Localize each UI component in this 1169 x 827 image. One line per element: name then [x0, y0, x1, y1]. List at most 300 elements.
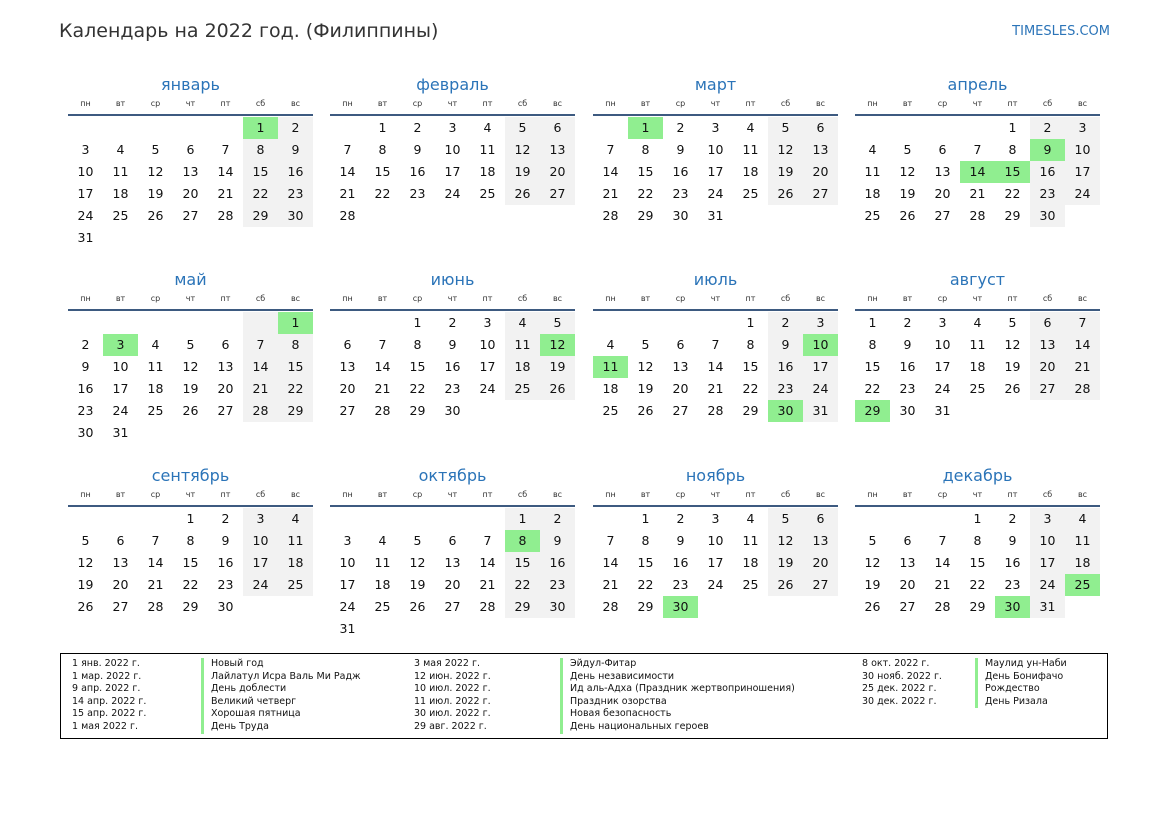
day-cell[interactable]: 5 — [1008, 315, 1017, 330]
day-cell[interactable]: 22 — [969, 577, 986, 592]
day-cell[interactable]: 22 — [637, 577, 654, 592]
day-cell[interactable]: 18 — [742, 555, 759, 570]
day-cell[interactable]: 4 — [116, 142, 125, 157]
holiday-day-cell[interactable]: 1 — [278, 312, 313, 334]
day-cell[interactable]: 23 — [672, 577, 689, 592]
day-cell[interactable]: 23 — [278, 183, 313, 205]
day-cell[interactable]: 3 — [483, 315, 492, 330]
day-cell[interactable]: 20 — [182, 186, 199, 201]
day-cell[interactable]: 5 — [768, 117, 803, 139]
day-cell[interactable]: 31 — [803, 400, 838, 422]
day-cell[interactable]: 25 — [864, 208, 881, 223]
day-cell[interactable]: 27 — [217, 403, 234, 418]
day-cell[interactable]: 9 — [768, 334, 803, 356]
day-cell[interactable]: 7 — [973, 142, 982, 157]
day-cell[interactable]: 13 — [112, 555, 129, 570]
day-cell[interactable]: 21 — [479, 577, 496, 592]
day-cell[interactable]: 9 — [221, 533, 230, 548]
day-cell[interactable]: 30 — [217, 599, 234, 614]
day-cell[interactable]: 3 — [343, 533, 352, 548]
day-cell[interactable]: 15 — [278, 356, 313, 378]
day-cell[interactable]: 9 — [676, 142, 685, 157]
day-cell[interactable]: 10 — [77, 164, 94, 179]
day-cell[interactable]: 29 — [505, 596, 540, 618]
day-cell[interactable]: 15 — [182, 555, 199, 570]
day-cell[interactable]: 1 — [1008, 120, 1017, 135]
day-cell[interactable]: 1 — [868, 315, 877, 330]
day-cell[interactable]: 22 — [182, 577, 199, 592]
day-cell[interactable]: 6 — [221, 337, 230, 352]
day-cell[interactable]: 2 — [676, 511, 685, 526]
day-cell[interactable]: 7 — [343, 142, 352, 157]
day-cell[interactable]: 22 — [505, 574, 540, 596]
day-cell[interactable]: 24 — [112, 403, 129, 418]
day-cell[interactable]: 7 — [1065, 312, 1100, 334]
day-cell[interactable]: 8 — [1008, 142, 1017, 157]
day-cell[interactable]: 31 — [1030, 596, 1065, 618]
day-cell[interactable]: 22 — [374, 186, 391, 201]
day-cell[interactable]: 21 — [339, 186, 356, 201]
day-cell[interactable]: 16 — [278, 161, 313, 183]
day-cell[interactable]: 23 — [77, 403, 94, 418]
day-cell[interactable]: 18 — [742, 164, 759, 179]
day-cell[interactable]: 27 — [803, 574, 838, 596]
holiday-day-cell[interactable]: 30 — [768, 400, 803, 422]
day-cell[interactable]: 8 — [868, 337, 877, 352]
day-cell[interactable]: 31 — [77, 230, 94, 245]
day-cell[interactable]: 5 — [540, 312, 575, 334]
day-cell[interactable]: 23 — [540, 574, 575, 596]
day-cell[interactable]: 24 — [707, 577, 724, 592]
day-cell[interactable]: 28 — [969, 208, 986, 223]
day-cell[interactable]: 4 — [378, 533, 387, 548]
day-cell[interactable]: 8 — [973, 533, 982, 548]
day-cell[interactable]: 3 — [243, 508, 278, 530]
day-cell[interactable]: 10 — [243, 530, 278, 552]
day-cell[interactable]: 13 — [339, 359, 356, 374]
day-cell[interactable]: 15 — [637, 555, 654, 570]
day-cell[interactable]: 10 — [1030, 530, 1065, 552]
day-cell[interactable]: 30 — [444, 403, 461, 418]
day-cell[interactable]: 13 — [934, 164, 951, 179]
day-cell[interactable]: 14 — [339, 164, 356, 179]
day-cell[interactable]: 12 — [637, 359, 654, 374]
day-cell[interactable]: 20 — [803, 552, 838, 574]
day-cell[interactable]: 28 — [602, 599, 619, 614]
day-cell[interactable]: 15 — [505, 552, 540, 574]
day-cell[interactable]: 12 — [768, 530, 803, 552]
day-cell[interactable]: 31 — [707, 208, 724, 223]
day-cell[interactable]: 11 — [374, 555, 391, 570]
day-cell[interactable]: 26 — [1004, 381, 1021, 396]
day-cell[interactable]: 4 — [1065, 508, 1100, 530]
day-cell[interactable]: 26 — [637, 403, 654, 418]
day-cell[interactable]: 25 — [969, 381, 986, 396]
day-cell[interactable]: 21 — [969, 186, 986, 201]
day-cell[interactable]: 22 — [864, 381, 881, 396]
day-cell[interactable]: 28 — [1065, 378, 1100, 400]
day-cell[interactable]: 5 — [413, 533, 422, 548]
day-cell[interactable]: 13 — [540, 139, 575, 161]
day-cell[interactable]: 24 — [444, 186, 461, 201]
holiday-day-cell[interactable]: 9 — [1030, 139, 1065, 161]
day-cell[interactable]: 29 — [409, 403, 426, 418]
day-cell[interactable]: 11 — [278, 530, 313, 552]
day-cell[interactable]: 21 — [707, 381, 724, 396]
day-cell[interactable]: 11 — [1065, 530, 1100, 552]
day-cell[interactable]: 18 — [505, 356, 540, 378]
day-cell[interactable]: 16 — [768, 356, 803, 378]
day-cell[interactable]: 24 — [707, 186, 724, 201]
day-cell[interactable]: 23 — [1030, 183, 1065, 205]
day-cell[interactable]: 9 — [278, 139, 313, 161]
day-cell[interactable]: 14 — [602, 164, 619, 179]
day-cell[interactable]: 19 — [768, 552, 803, 574]
day-cell[interactable]: 7 — [606, 533, 615, 548]
day-cell[interactable]: 15 — [969, 555, 986, 570]
day-cell[interactable]: 5 — [641, 337, 650, 352]
day-cell[interactable]: 29 — [182, 599, 199, 614]
day-cell[interactable]: 21 — [217, 186, 234, 201]
day-cell[interactable]: 28 — [707, 403, 724, 418]
day-cell[interactable]: 1 — [505, 508, 540, 530]
holiday-day-cell[interactable]: 29 — [855, 400, 890, 422]
day-cell[interactable]: 11 — [112, 164, 129, 179]
day-cell[interactable]: 26 — [77, 599, 94, 614]
day-cell[interactable]: 20 — [803, 161, 838, 183]
day-cell[interactable]: 27 — [182, 208, 199, 223]
day-cell[interactable]: 5 — [768, 508, 803, 530]
day-cell[interactable]: 22 — [1004, 186, 1021, 201]
day-cell[interactable]: 25 — [278, 574, 313, 596]
day-cell[interactable]: 16 — [540, 552, 575, 574]
day-cell[interactable]: 3 — [1065, 117, 1100, 139]
day-cell[interactable]: 16 — [444, 359, 461, 374]
day-cell[interactable]: 20 — [112, 577, 129, 592]
day-cell[interactable]: 6 — [1030, 312, 1065, 334]
day-cell[interactable]: 19 — [77, 577, 94, 592]
day-cell[interactable]: 11 — [505, 334, 540, 356]
day-cell[interactable]: 27 — [899, 599, 916, 614]
day-cell[interactable]: 2 — [221, 511, 230, 526]
holiday-day-cell[interactable]: 11 — [593, 356, 628, 378]
holiday-day-cell[interactable]: 12 — [540, 334, 575, 356]
day-cell[interactable]: 17 — [1065, 161, 1100, 183]
day-cell[interactable]: 8 — [641, 142, 650, 157]
day-cell[interactable]: 12 — [864, 555, 881, 570]
day-cell[interactable]: 25 — [479, 186, 496, 201]
day-cell[interactable]: 15 — [409, 359, 426, 374]
day-cell[interactable]: 17 — [1030, 552, 1065, 574]
day-cell[interactable]: 2 — [278, 117, 313, 139]
day-cell[interactable]: 13 — [217, 359, 234, 374]
day-cell[interactable]: 16 — [1030, 161, 1065, 183]
day-cell[interactable]: 7 — [711, 337, 720, 352]
holiday-day-cell[interactable]: 1 — [243, 117, 278, 139]
day-cell[interactable]: 2 — [903, 315, 912, 330]
day-cell[interactable]: 12 — [1004, 337, 1021, 352]
day-cell[interactable]: 13 — [899, 555, 916, 570]
day-cell[interactable]: 13 — [444, 555, 461, 570]
day-cell[interactable]: 8 — [278, 334, 313, 356]
day-cell[interactable]: 17 — [803, 356, 838, 378]
day-cell[interactable]: 7 — [243, 334, 278, 356]
day-cell[interactable]: 4 — [505, 312, 540, 334]
day-cell[interactable]: 30 — [278, 205, 313, 227]
day-cell[interactable]: 2 — [1030, 117, 1065, 139]
day-cell[interactable]: 3 — [803, 312, 838, 334]
day-cell[interactable]: 17 — [112, 381, 129, 396]
holiday-day-cell[interactable]: 10 — [803, 334, 838, 356]
day-cell[interactable]: 12 — [77, 555, 94, 570]
day-cell[interactable]: 30 — [1030, 205, 1065, 227]
day-cell[interactable]: 17 — [707, 164, 724, 179]
day-cell[interactable]: 26 — [768, 183, 803, 205]
day-cell[interactable]: 28 — [479, 599, 496, 614]
day-cell[interactable]: 27 — [444, 599, 461, 614]
day-cell[interactable]: 4 — [483, 120, 492, 135]
day-cell[interactable]: 4 — [746, 511, 755, 526]
day-cell[interactable]: 25 — [374, 599, 391, 614]
day-cell[interactable]: 26 — [899, 208, 916, 223]
day-cell[interactable]: 6 — [676, 337, 685, 352]
day-cell[interactable]: 10 — [444, 142, 461, 157]
day-cell[interactable]: 2 — [413, 120, 422, 135]
day-cell[interactable]: 17 — [243, 552, 278, 574]
day-cell[interactable]: 19 — [182, 381, 199, 396]
day-cell[interactable]: 10 — [479, 337, 496, 352]
day-cell[interactable]: 6 — [803, 508, 838, 530]
day-cell[interactable]: 4 — [973, 315, 982, 330]
day-cell[interactable]: 8 — [746, 337, 755, 352]
day-cell[interactable]: 22 — [243, 183, 278, 205]
day-cell[interactable]: 12 — [899, 164, 916, 179]
day-cell[interactable]: 23 — [444, 381, 461, 396]
holiday-day-cell[interactable]: 8 — [505, 530, 540, 552]
day-cell[interactable]: 28 — [339, 208, 356, 223]
day-cell[interactable]: 12 — [505, 139, 540, 161]
day-cell[interactable]: 29 — [243, 205, 278, 227]
day-cell[interactable]: 8 — [186, 533, 195, 548]
day-cell[interactable]: 27 — [803, 183, 838, 205]
day-cell[interactable]: 8 — [378, 142, 387, 157]
day-cell[interactable]: 16 — [672, 164, 689, 179]
day-cell[interactable]: 26 — [540, 378, 575, 400]
day-cell[interactable]: 18 — [147, 381, 164, 396]
day-cell[interactable]: 21 — [243, 378, 278, 400]
day-cell[interactable]: 23 — [409, 186, 426, 201]
day-cell[interactable]: 15 — [637, 164, 654, 179]
day-cell[interactable]: 30 — [899, 403, 916, 418]
day-cell[interactable]: 23 — [217, 577, 234, 592]
day-cell[interactable]: 3 — [711, 120, 720, 135]
day-cell[interactable]: 18 — [1065, 552, 1100, 574]
day-cell[interactable]: 19 — [637, 381, 654, 396]
day-cell[interactable]: 9 — [540, 530, 575, 552]
day-cell[interactable]: 29 — [969, 599, 986, 614]
day-cell[interactable]: 18 — [602, 381, 619, 396]
day-cell[interactable]: 18 — [864, 186, 881, 201]
day-cell[interactable]: 21 — [374, 381, 391, 396]
holiday-day-cell[interactable]: 3 — [103, 334, 138, 356]
day-cell[interactable]: 4 — [278, 508, 313, 530]
day-cell[interactable]: 30 — [540, 596, 575, 618]
day-cell[interactable]: 9 — [448, 337, 457, 352]
day-cell[interactable]: 19 — [540, 356, 575, 378]
day-cell[interactable]: 14 — [934, 555, 951, 570]
day-cell[interactable]: 11 — [742, 142, 759, 157]
day-cell[interactable]: 17 — [339, 577, 356, 592]
day-cell[interactable]: 6 — [343, 337, 352, 352]
day-cell[interactable]: 23 — [1004, 577, 1021, 592]
holiday-day-cell[interactable]: 14 — [960, 161, 995, 183]
day-cell[interactable]: 3 — [81, 142, 90, 157]
day-cell[interactable]: 2 — [1008, 511, 1017, 526]
day-cell[interactable]: 3 — [1030, 508, 1065, 530]
day-cell[interactable]: 1 — [413, 315, 422, 330]
day-cell[interactable]: 19 — [864, 577, 881, 592]
day-cell[interactable]: 1 — [641, 511, 650, 526]
day-cell[interactable]: 14 — [602, 555, 619, 570]
day-cell[interactable]: 28 — [243, 400, 278, 422]
holiday-day-cell[interactable]: 25 — [1065, 574, 1100, 596]
day-cell[interactable]: 10 — [112, 359, 129, 374]
day-cell[interactable]: 29 — [278, 400, 313, 422]
day-cell[interactable]: 29 — [637, 599, 654, 614]
day-cell[interactable]: 28 — [217, 208, 234, 223]
day-cell[interactable]: 18 — [479, 164, 496, 179]
day-cell[interactable]: 10 — [339, 555, 356, 570]
day-cell[interactable]: 9 — [413, 142, 422, 157]
day-cell[interactable]: 13 — [182, 164, 199, 179]
day-cell[interactable]: 9 — [81, 359, 90, 374]
day-cell[interactable]: 18 — [112, 186, 129, 201]
day-cell[interactable]: 13 — [1030, 334, 1065, 356]
day-cell[interactable]: 26 — [864, 599, 881, 614]
holiday-day-cell[interactable]: 30 — [995, 596, 1030, 618]
day-cell[interactable]: 8 — [641, 533, 650, 548]
day-cell[interactable]: 25 — [147, 403, 164, 418]
day-cell[interactable]: 14 — [479, 555, 496, 570]
day-cell[interactable]: 14 — [707, 359, 724, 374]
day-cell[interactable]: 6 — [540, 117, 575, 139]
day-cell[interactable]: 11 — [969, 337, 986, 352]
day-cell[interactable]: 22 — [637, 186, 654, 201]
day-cell[interactable]: 24 — [1030, 574, 1065, 596]
day-cell[interactable]: 23 — [768, 378, 803, 400]
day-cell[interactable]: 19 — [899, 186, 916, 201]
day-cell[interactable]: 13 — [672, 359, 689, 374]
holiday-day-cell[interactable]: 1 — [628, 117, 663, 139]
day-cell[interactable]: 20 — [934, 186, 951, 201]
day-cell[interactable]: 25 — [742, 577, 759, 592]
day-cell[interactable]: 30 — [672, 208, 689, 223]
day-cell[interactable]: 26 — [182, 403, 199, 418]
day-cell[interactable]: 22 — [278, 378, 313, 400]
day-cell[interactable]: 13 — [803, 139, 838, 161]
day-cell[interactable]: 16 — [409, 164, 426, 179]
day-cell[interactable]: 16 — [1004, 555, 1021, 570]
day-cell[interactable]: 28 — [374, 403, 391, 418]
day-cell[interactable]: 15 — [742, 359, 759, 374]
day-cell[interactable]: 2 — [448, 315, 457, 330]
day-cell[interactable]: 11 — [479, 142, 496, 157]
day-cell[interactable]: 2 — [540, 508, 575, 530]
day-cell[interactable]: 21 — [602, 577, 619, 592]
day-cell[interactable]: 17 — [444, 164, 461, 179]
day-cell[interactable]: 24 — [803, 378, 838, 400]
day-cell[interactable]: 20 — [540, 161, 575, 183]
day-cell[interactable]: 6 — [938, 142, 947, 157]
day-cell[interactable]: 6 — [448, 533, 457, 548]
day-cell[interactable]: 6 — [903, 533, 912, 548]
day-cell[interactable]: 1 — [378, 120, 387, 135]
day-cell[interactable]: 22 — [409, 381, 426, 396]
day-cell[interactable]: 5 — [505, 117, 540, 139]
day-cell[interactable]: 19 — [147, 186, 164, 201]
day-cell[interactable]: 23 — [672, 186, 689, 201]
day-cell[interactable]: 28 — [602, 208, 619, 223]
day-cell[interactable]: 24 — [243, 574, 278, 596]
day-cell[interactable]: 20 — [1030, 356, 1065, 378]
day-cell[interactable]: 6 — [803, 117, 838, 139]
day-cell[interactable]: 7 — [938, 533, 947, 548]
day-cell[interactable]: 30 — [77, 425, 94, 440]
day-cell[interactable]: 16 — [217, 555, 234, 570]
day-cell[interactable]: 18 — [374, 577, 391, 592]
day-cell[interactable]: 1 — [186, 511, 195, 526]
day-cell[interactable]: 24 — [934, 381, 951, 396]
day-cell[interactable]: 2 — [81, 337, 90, 352]
day-cell[interactable]: 9 — [676, 533, 685, 548]
holiday-day-cell[interactable]: 15 — [995, 161, 1030, 183]
day-cell[interactable]: 20 — [444, 577, 461, 592]
day-cell[interactable]: 10 — [934, 337, 951, 352]
day-cell[interactable]: 6 — [116, 533, 125, 548]
day-cell[interactable]: 25 — [505, 378, 540, 400]
day-cell[interactable]: 28 — [147, 599, 164, 614]
holiday-day-cell[interactable]: 30 — [663, 596, 698, 618]
day-cell[interactable]: 16 — [899, 359, 916, 374]
day-cell[interactable]: 4 — [746, 120, 755, 135]
day-cell[interactable]: 20 — [339, 381, 356, 396]
day-cell[interactable]: 20 — [217, 381, 234, 396]
day-cell[interactable]: 17 — [707, 555, 724, 570]
day-cell[interactable]: 9 — [1008, 533, 1017, 548]
day-cell[interactable]: 7 — [151, 533, 160, 548]
day-cell[interactable]: 14 — [147, 555, 164, 570]
day-cell[interactable]: 31 — [934, 403, 951, 418]
day-cell[interactable]: 27 — [112, 599, 129, 614]
day-cell[interactable]: 9 — [903, 337, 912, 352]
day-cell[interactable]: 13 — [803, 530, 838, 552]
day-cell[interactable]: 19 — [505, 161, 540, 183]
day-cell[interactable]: 7 — [606, 142, 615, 157]
day-cell[interactable]: 20 — [899, 577, 916, 592]
day-cell[interactable]: 11 — [147, 359, 164, 374]
day-cell[interactable]: 14 — [374, 359, 391, 374]
day-cell[interactable]: 8 — [243, 139, 278, 161]
day-cell[interactable]: 1 — [746, 315, 755, 330]
day-cell[interactable]: 19 — [768, 161, 803, 183]
day-cell[interactable]: 24 — [479, 381, 496, 396]
day-cell[interactable]: 4 — [868, 142, 877, 157]
day-cell[interactable]: 17 — [77, 186, 94, 201]
day-cell[interactable]: 2 — [676, 120, 685, 135]
day-cell[interactable]: 12 — [768, 139, 803, 161]
day-cell[interactable]: 5 — [81, 533, 90, 548]
day-cell[interactable]: 27 — [934, 208, 951, 223]
